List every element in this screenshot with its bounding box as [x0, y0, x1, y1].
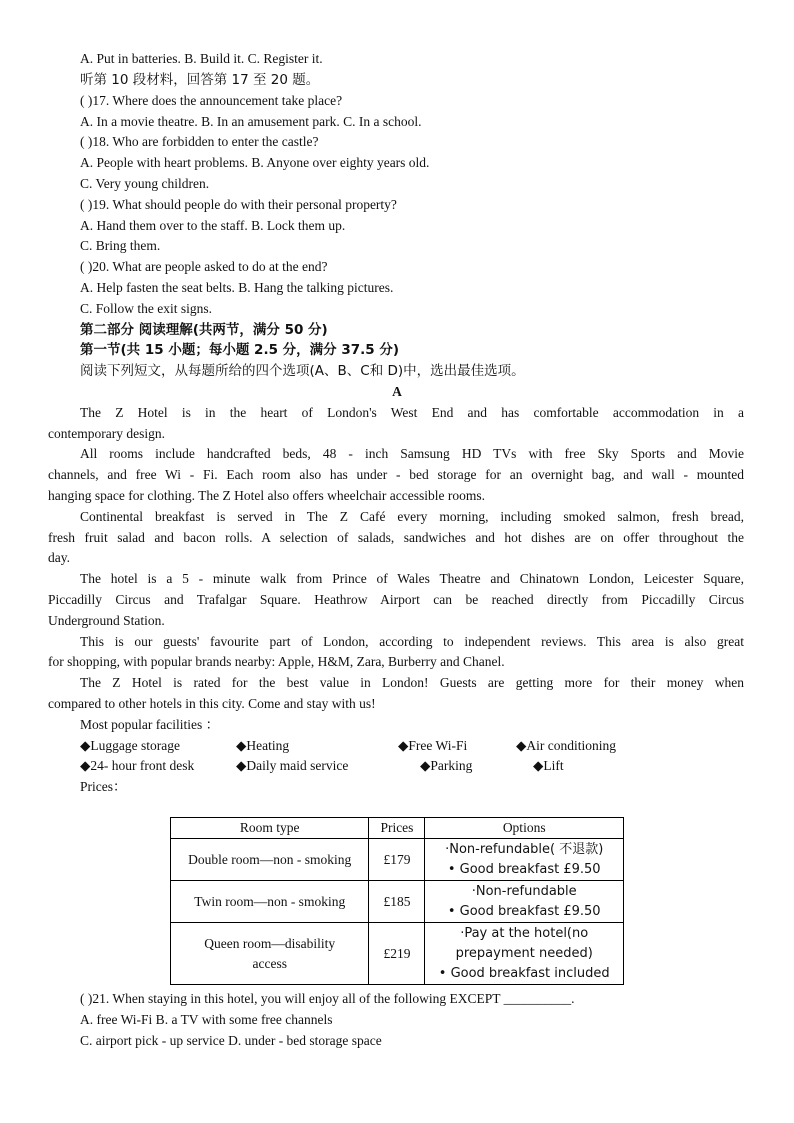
- option-line: • Good breakfast £9.50: [447, 861, 601, 877]
- paragraph-4-line-2: Piccadilly Circus and Trafalgar Square. Heathrow Airport can be reached directly from Piccadilly Circus: [48, 592, 744, 607]
- options-cell: [425, 881, 624, 923]
- facilities-label: Most popular facilities ：: [80, 717, 220, 732]
- reading-instruction: 阅读下列短文，从每题所给的四个选项(A、B、C和 D)中，选出最佳选项。: [80, 363, 525, 379]
- paragraph-1-line-1: The Z Hotel is in the heart of London's West End and has comfortable accommodation in a: [80, 405, 744, 420]
- question-19-option-c: C. Bring them.: [80, 238, 161, 253]
- paragraph-3-line-3: day.: [48, 550, 70, 565]
- table-row: [171, 839, 624, 881]
- question-19-options: A. Hand them over to the staff. B. Lock them up.: [80, 218, 346, 233]
- question-17-options: A. In a movie theatre. B. In an amusement park. C. In a school.: [80, 114, 422, 129]
- q16-options: A. Put in batteries. B. Build it. C. Register it.: [80, 51, 323, 66]
- question-17: ( )17. Where does the announcement take place?: [80, 93, 343, 108]
- room-price-table: [170, 817, 624, 985]
- table-row: [171, 881, 624, 923]
- option-line: ·Non-refundable( 不退款): [445, 841, 604, 857]
- price-cell: £185: [369, 881, 425, 923]
- question-21-options-cd: C. airport pick - up service D. under - bed storage space: [80, 1033, 382, 1048]
- paragraph-2-line-3: hanging space for clothing. The Z Hotel also offers wheelchair accessible rooms.: [48, 488, 485, 503]
- header-options: Options: [425, 818, 624, 839]
- section-one-title: 第一节(共 15 小题；每小题 2.5 分，满分 37.5 分): [80, 342, 400, 358]
- passage-letter: A: [392, 384, 402, 399]
- paragraph-2-line-1: All rooms include handcrafted beds, 48 - inch Samsung HD TVs with free Sky Sports and Movie: [80, 446, 744, 461]
- option-line: ·Pay at the hotel(no: [460, 925, 589, 941]
- header-room-type: Room type: [171, 818, 369, 839]
- paragraph-5-line-1: This is our guests' favourite part of London, according to independent reviews. This area is also great: [80, 634, 744, 649]
- question-21: ( )21. When staying in this hotel, you will enjoy all of the following EXCEPT __________.: [80, 991, 575, 1006]
- paragraph-3-line-1: Continental breakfast is served in The Z Café every morning, including smoked salmon, fresh bread,: [80, 509, 744, 524]
- room-type-cell: [171, 923, 369, 985]
- paragraph-4-line-1: The hotel is a 5 - minute walk from Prince of Wales Theatre and Chinatown London, Leicester Square,: [80, 571, 744, 586]
- question-19: ( )19. What should people do with their personal property?: [80, 197, 397, 212]
- option-line: • Good breakfast included: [438, 965, 610, 981]
- room-type-cell: Twin room—non - smoking: [171, 881, 369, 923]
- options-cell: [425, 839, 624, 881]
- paragraph-6-line-2: compared to other hotels in this city. Come and stay with us!: [48, 696, 376, 711]
- question-18: ( )18. Who are forbidden to enter the castle?: [80, 134, 319, 149]
- question-20-option-c: C. Follow the exit signs.: [80, 301, 213, 316]
- question-18-option-c: C. Very young children.: [80, 176, 210, 191]
- option-line: ·Non-refundable: [471, 883, 577, 899]
- question-20: ( )20. What are people asked to do at the end?: [80, 259, 328, 274]
- header-prices: Prices: [369, 818, 425, 839]
- prices-label: Prices：: [80, 779, 127, 794]
- facility-free-wifi: ◆Free Wi-Fi: [398, 738, 468, 753]
- part-two-title: 第二部分 阅读理解(共两节，满分 50 分): [80, 322, 328, 338]
- price-cell: £219: [369, 923, 425, 985]
- facility-heating: ◆Heating: [236, 738, 290, 753]
- question-20-options: A. Help fasten the seat belts. B. Hang the talking pictures.: [80, 280, 394, 295]
- paragraph-2-line-2: channels, and free Wi - Fi. Each room also has under - bed storage for an overnight bag, and wall - mounted: [48, 467, 744, 482]
- facility-maid-service: ◆Daily maid service: [236, 758, 349, 773]
- room-type-line: Queen room—disability: [204, 935, 336, 951]
- question-21-options-ab: A. free Wi-Fi B. a TV with some free channels: [80, 1012, 333, 1027]
- facility-luggage-storage: ◆Luggage storage: [80, 738, 180, 753]
- facility-lift: ◆Lift: [533, 758, 564, 773]
- option-line: • Good breakfast £9.50: [447, 903, 601, 919]
- options-cell: [425, 923, 624, 985]
- room-type-line: access: [252, 955, 287, 971]
- question-18-options: A. People with heart problems. B. Anyone over eighty years old.: [80, 155, 430, 170]
- paragraph-4-line-3: Underground Station.: [48, 613, 165, 628]
- room-type-cell: Double room—non - smoking: [171, 839, 369, 881]
- option-line: prepayment needed): [455, 945, 593, 961]
- paragraph-5-line-2: for shopping, with popular brands nearby: Apple, H&M, Zara, Burberry and Chanel.: [48, 654, 505, 669]
- table-header-row: [171, 818, 624, 839]
- paragraph-1-line-2: contemporary design.: [48, 426, 165, 441]
- price-cell: £179: [369, 839, 425, 881]
- facility-front-desk: ◆24- hour front desk: [80, 758, 195, 773]
- paragraph-6-line-1: The Z Hotel is rated for the best value in London! Guests are getting more for their money when: [80, 675, 744, 690]
- table-row: [171, 923, 624, 985]
- listening-instruction: 听第 10 段材料，回答第 17 至 20 题。: [80, 72, 320, 88]
- facility-parking: ◆Parking: [420, 758, 473, 773]
- paragraph-3-line-2: fresh fruit salad and bacon rolls. A selection of salads, sandwiches and hot dishes are on offer throughout the: [48, 530, 744, 545]
- facility-air-conditioning: ◆Air conditioning: [516, 738, 616, 753]
